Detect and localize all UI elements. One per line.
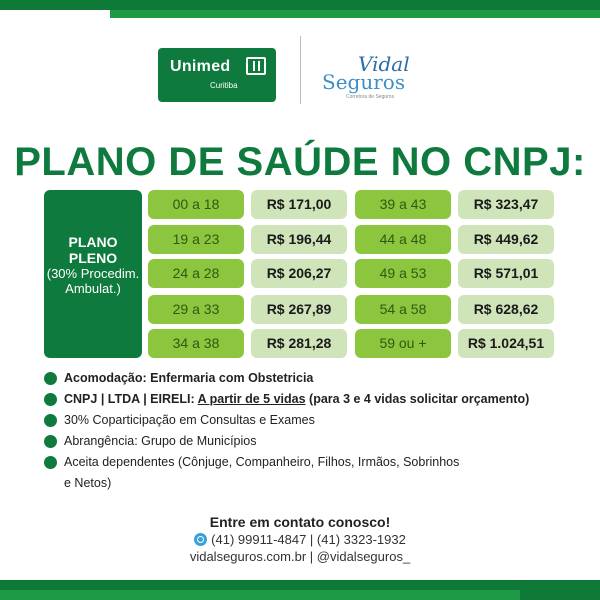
- age-range: 44 a 48: [355, 225, 451, 254]
- contact-phones-line: [0, 532, 600, 547]
- detail-copart: 30% Coparticipação em Consultas e Exames: [64, 413, 315, 427]
- unimed-name: Unimed: [170, 58, 231, 75]
- cnpj-label: CNPJ | LTDA | EIRELI:: [64, 392, 195, 406]
- contact-block: [0, 514, 600, 564]
- vidal-seguros-logo: [320, 52, 420, 98]
- age-range: 54 a 58: [355, 295, 451, 324]
- top-stripe-light: [110, 10, 600, 18]
- age-range: 39 a 43: [355, 190, 451, 219]
- price-value: R$ 449,62: [458, 225, 554, 254]
- price-value: R$ 171,00: [251, 190, 347, 219]
- price-value: R$ 206,27: [251, 259, 347, 288]
- detail-abrangencia: Abrangência: Grupo de Municípios: [64, 434, 257, 448]
- vidal-logo-top: Vidal: [358, 52, 410, 76]
- detail-dependentes: Aceita dependentes (Cônjuge, Companheiro, Filhos, Irmãos, Sobrinhos: [64, 455, 460, 469]
- price-value: R$ 323,47: [458, 190, 554, 219]
- detail-item: [44, 452, 584, 473]
- page-title: PLANO DE SAÚDE NO CNPJ:: [14, 140, 586, 184]
- detail-item: [44, 431, 584, 452]
- age-range: 29 a 33: [148, 295, 244, 324]
- age-range: 24 a 28: [148, 259, 244, 288]
- cnpj-note: (para 3 e 4 vidas solicitar orçamento): [309, 392, 530, 406]
- plan-box: [44, 190, 142, 358]
- plan-details: [44, 368, 584, 494]
- price-value: R$ 267,89: [251, 295, 347, 324]
- contact-heading: Entre em contato conosco!: [209, 514, 391, 530]
- price-value: R$ 571,01: [458, 259, 554, 288]
- age-range: 59 ou +: [355, 329, 451, 358]
- price-value: R$ 281,28: [251, 329, 347, 358]
- detail-item: [44, 410, 584, 431]
- contact-phones: (41) 99911-4847 | (41) 3323-1932: [211, 532, 406, 547]
- detail-item: [44, 368, 584, 389]
- detail-acomodacao: Acomodação: Enfermaria com Obstetricia: [64, 371, 314, 385]
- whatsapp-icon: [194, 533, 207, 546]
- bullet-icon: [44, 435, 57, 448]
- detail-item: [44, 389, 584, 410]
- unimed-city: Curitiba: [210, 81, 238, 90]
- age-range: 49 a 53: [355, 259, 451, 288]
- plan-name: PLANO PLENO: [68, 234, 118, 266]
- age-range: 34 a 38: [148, 329, 244, 358]
- contact-web: vidalseguros.com.br | @vidalseguros_: [189, 549, 411, 564]
- bullet-icon: [44, 414, 57, 427]
- price-value: R$ 628,62: [458, 295, 554, 324]
- price-value: R$ 196,44: [251, 225, 347, 254]
- detail-cnpj: [64, 389, 529, 410]
- top-stripe-dark: [0, 0, 600, 10]
- bullet-icon: [44, 372, 57, 385]
- bullet-icon: [44, 456, 57, 469]
- plan-note: (30% Procedim. Ambulat.): [46, 266, 140, 296]
- age-range: 19 a 23: [148, 225, 244, 254]
- detail-dependentes-cont: e Netos): [64, 476, 112, 490]
- vidal-logo-tagline: Corretora de Seguros: [346, 94, 395, 100]
- cnpj-min-lives: A partir de 5 vidas: [197, 392, 306, 406]
- logo-divider: [300, 36, 301, 104]
- bottom-stripe-light: [0, 590, 520, 600]
- vidal-logo-bottom: Seguros: [322, 70, 406, 94]
- age-range: 00 a 18: [148, 190, 244, 219]
- bullet-icon: [44, 393, 57, 406]
- price-value: R$ 1.024,51: [458, 329, 554, 358]
- unimed-logo: [158, 48, 276, 102]
- unimed-mark-icon: [246, 57, 266, 75]
